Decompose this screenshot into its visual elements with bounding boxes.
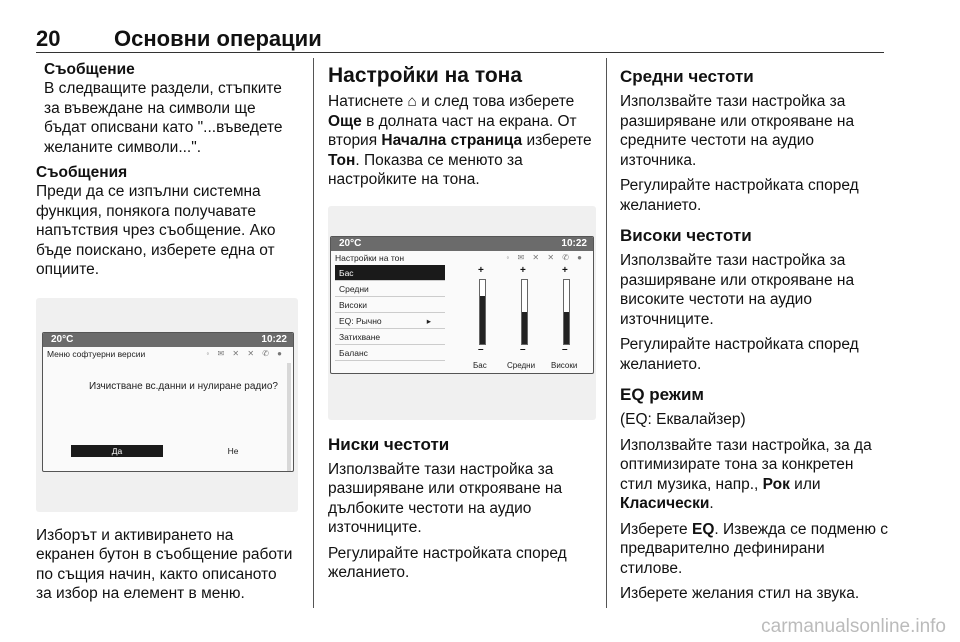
plus-icon: + xyxy=(520,264,526,276)
slider-label: Бас xyxy=(473,360,487,370)
menu-item-bass[interactable]: Бас xyxy=(335,265,445,281)
eq-select-text: Изберете EQ. Извежда се подменю с предварително дефинирани стилове. xyxy=(620,520,889,577)
screenshot-message-dialog xyxy=(36,298,298,512)
low-freq-adjust: Регулирайте настройката според желанието. xyxy=(328,544,567,581)
after-screenshot-text: Изборът и активирането на екранен бутон в съобщение работи по същия начин, както описаното за избор на елемент в меню. xyxy=(36,526,293,602)
tone-settings-heading: Настройки на тона xyxy=(328,64,523,87)
temperature: 20°C xyxy=(51,333,74,345)
infotainment-screen xyxy=(330,236,594,374)
high-freq-adjust: Регулирайте настройката според желанието. xyxy=(620,336,859,373)
dialog-question: Изчистване вс.данни и нулиране радио? xyxy=(89,380,278,392)
low-freq-text: Използвайте тази настройка за разширяване или открояване на дълбоките честоти на аудио източниците. xyxy=(328,460,563,536)
yes-button[interactable]: Да xyxy=(71,445,163,457)
high-freq-heading: Високи честоти xyxy=(620,226,752,245)
slider-bass[interactable] xyxy=(469,265,495,355)
column-middle xyxy=(328,60,596,589)
eq-text: Използвайте тази настройка, за да оптимизирате тона за конкретен стил музика, напр., Рок или Класически. xyxy=(620,436,872,512)
page-title: Основни операции xyxy=(114,26,322,51)
no-button[interactable]: Не xyxy=(227,445,239,456)
messages-text: Преди да се изпълни системна функция, понякога получавате напътствия чрез съобщение. Ако бъде поискано, изберете една от опциите. xyxy=(36,183,276,278)
mid-freq-text: Използвайте тази настройка за разширяване или открояване на средните честоти на аудио източника. xyxy=(620,93,855,169)
page-number: 20 xyxy=(36,26,61,51)
arrow-right-icon: ▸ xyxy=(426,315,431,326)
tone-settings-intro: Натиснете ⌂ и след това изберете Още в долната част на екрана. От втория Начална страница изберете Тон. Показва се менюто за настройките на тона. xyxy=(328,93,592,188)
menu-item-balance[interactable]: Баланс xyxy=(335,345,445,361)
menu-item-mid[interactable]: Средни xyxy=(335,281,445,297)
screenshot-tone-settings xyxy=(328,206,596,420)
watermark: carmanualsonline.info xyxy=(761,616,946,637)
clock: 10:22 xyxy=(561,237,587,249)
message-text: В следващите раздели, стъпките за въвеждане на символи ще бъдат описвани като "...въведете желаните символи...". xyxy=(44,80,283,156)
column-divider xyxy=(313,58,314,608)
page-header xyxy=(36,24,884,53)
scrollbar xyxy=(287,363,291,472)
eq-choose-text: Изберете желания стил на звука. xyxy=(620,585,860,602)
status-bar xyxy=(331,237,593,251)
mid-freq-adjust: Регулирайте настройката според желанието. xyxy=(620,177,859,214)
high-freq-text: Използвайте тази настройка за разширяване или открояване на високите честоти на аудио източниците. xyxy=(620,252,855,328)
menu-item-eq[interactable]: EQ: Рычно ▸ xyxy=(335,313,445,329)
menu-item-fade[interactable]: Затихване xyxy=(335,329,445,345)
eq-mode-heading: EQ режим xyxy=(620,385,704,404)
home-icon: ⌂ xyxy=(407,93,417,110)
low-freq-heading: Ниски честоти xyxy=(328,434,450,454)
column-left xyxy=(36,60,296,610)
minus-icon: – xyxy=(478,343,484,355)
infotainment-screen xyxy=(42,332,294,472)
minus-icon: – xyxy=(520,343,526,355)
column-divider xyxy=(606,58,607,608)
status-icons: ◦ ✉ ✕ ✕ ✆ ● xyxy=(206,348,285,358)
clock: 10:22 xyxy=(261,333,287,345)
mid-freq-heading: Средни честоти xyxy=(620,67,754,86)
plus-icon: + xyxy=(478,264,484,276)
temperature: 20°C xyxy=(339,237,362,249)
slider-label: Високи xyxy=(551,360,578,370)
message-heading: Съобщение xyxy=(44,61,135,78)
screen-subtitle: Меню софтуерни версии xyxy=(47,348,146,359)
plus-icon: + xyxy=(562,264,568,276)
minus-icon: – xyxy=(562,343,568,355)
column-right xyxy=(620,60,890,610)
screen-subtitle: Настройки на тон xyxy=(335,252,405,263)
slider-treble[interactable] xyxy=(553,265,579,355)
eq-note: (EQ: Еквалайзер) xyxy=(620,411,746,428)
status-icons: ◦ ✉ ✕ ✕ ✆ ● xyxy=(506,252,585,262)
menu-item-treble[interactable]: Високи xyxy=(335,297,445,313)
slider-label: Средни xyxy=(507,360,536,370)
messages-heading: Съобщения xyxy=(36,164,128,181)
status-bar xyxy=(43,333,293,347)
slider-mid[interactable] xyxy=(511,265,537,355)
